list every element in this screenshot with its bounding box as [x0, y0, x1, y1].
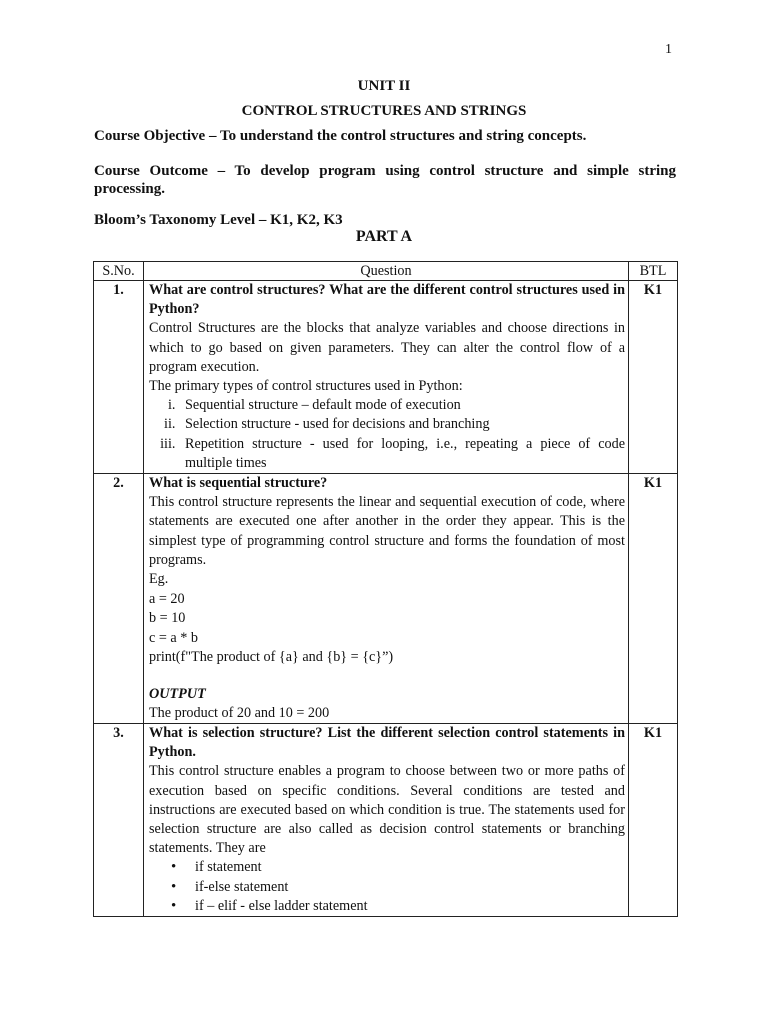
output-text: The product of 20 and 10 = 200: [149, 704, 330, 721]
page-number: 1: [665, 42, 672, 57]
row-sno: 1.: [94, 281, 144, 474]
list-item: • if – elif - else ladder statement: [191, 897, 625, 916]
list-item: i. Sequential structure – default mode of execution: [179, 396, 625, 415]
spacer: [149, 668, 625, 685]
blooms-taxonomy-level: Bloom’s Taxonomy Level – K1, K2, K3: [94, 212, 343, 228]
answer-text: This control structure enables a program to choose between two or more paths of execution based on specific conditions. Several conditions are tested and instructions are executed based on which condition is true. The statements used for selection structure are also called as decision control statements or branching statements. They are: [149, 763, 625, 857]
list-item: • if-else statement: [191, 878, 625, 897]
control-structure-list: [149, 396, 625, 473]
output-label: OUTPUT: [149, 685, 206, 702]
course-objective: Course Objective – To understand the control structures and string concepts.: [94, 128, 587, 144]
question-text: What is sequential structure?: [149, 475, 328, 492]
code-line: a = 20: [149, 590, 185, 607]
table-header-row: [94, 262, 678, 281]
code-line: print(f"The product of {a} and {b} = {c}”): [149, 649, 394, 666]
code-line: c = a * b: [149, 629, 198, 646]
row-sno: 3.: [94, 723, 144, 916]
header-btl: BTL: [629, 262, 678, 281]
selection-statement-list: [149, 858, 625, 916]
row-content: [144, 281, 629, 474]
list-intro: The primary types of control structures used in Python:: [149, 378, 463, 395]
row-btl: K1: [629, 281, 678, 474]
list-item: ii. Selection structure - used for decisions and branching: [179, 415, 625, 434]
answer-text: Control Structures are the blocks that analyze variables and choose directions in which to go based on given parameters. They can alter the control flow of a program execution.: [149, 320, 625, 375]
row-sno: 2.: [94, 474, 144, 724]
table-row: [94, 723, 678, 916]
question-text: What is selection structure? List the different selection control statements in Python.: [149, 724, 625, 761]
code-line: b = 10: [149, 610, 186, 627]
header-sno: S.No.: [94, 262, 144, 281]
course-outcome: Course Outcome – To develop program using control structure and simple string processing.: [94, 163, 676, 197]
row-btl: K1: [629, 723, 678, 916]
list-item: iii. Repetition structure - used for looping, i.e., repeating a piece of code multiple times: [179, 435, 625, 473]
row-content: [144, 723, 629, 916]
part-heading: PART A: [355, 228, 413, 245]
questions-table: [93, 261, 678, 917]
row-btl: K1: [629, 474, 678, 724]
list-item: • if statement: [191, 858, 625, 877]
unit-heading: UNIT II: [357, 78, 411, 94]
header-question: Question: [144, 262, 629, 281]
table-row: [94, 474, 678, 724]
answer-text: This control structure represents the linear and sequential execution of code, where statements are executed one after another in the order they appear. This is the simplest type of programming control structure and forms the foundation of most programs.: [149, 494, 625, 568]
table-row: [94, 281, 678, 474]
unit-title: CONTROL STRUCTURES AND STRINGS: [241, 103, 527, 119]
row-content: [144, 474, 629, 724]
question-text: What are control structures? What are the different control structures used in Python?: [149, 282, 625, 318]
code-line: Eg.: [149, 571, 169, 588]
